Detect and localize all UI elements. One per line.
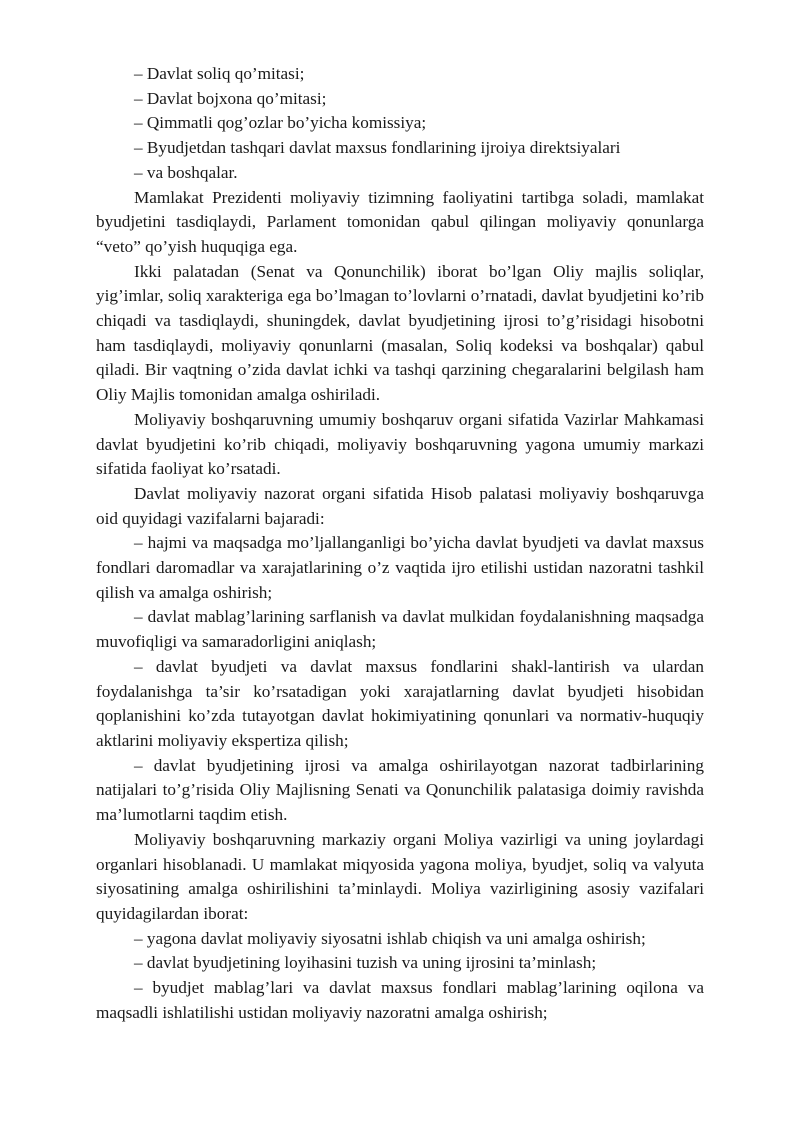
list-item-efficiency: – davlat mablag’larining sarflanish va davlat mulkidan foydalanishning maqsadga muvofiqligi va samaradorligini aniqlash; [96, 607, 704, 652]
list-item-financial-policy: – yagona davlat moliyaviy siyosatni ishlab chiqish va uni amalga oshirish; [134, 928, 646, 948]
list-item-reporting: – davlat byudjetining ijrosi va amalga oshirilayotgan nazorat tadbirlarining natijalari to’g’risida Oliy Majlisning Senati va Qonunchilik palatasiga doimiy ravishda ma’lumotlarni taqdim etish. [96, 755, 704, 825]
list-item-expertise: – davlat byudjeti va davlat maxsus fondlarini shakl-lantirish va ulardan foydalanishga ta’sir ko’rsatadigan yoki xarajatlarning davlat byudjeti hisobidan qoplanishini ko’zda tutayotgan davlat hokimiyatining qonunlari va normativ-huquqiy aktlarini moliyaviy ekspertiza qilish; [96, 656, 704, 750]
list-item-financial-control: – byudjet mablag’lari va davlat maxsus fondlari mablag’larining oqilona va maqsadli ishlatilishi ustidan moliyaviy nazoratni amalga oshirish; [96, 978, 704, 1022]
list-item-securities-commission: – Qimmatli qog’ozlar bo’yicha komissiya; [134, 113, 427, 133]
list-item-budget-draft: – davlat byudjetining loyihasini tuzish va uning ijrosini ta’minlash; [134, 953, 597, 973]
paragraph-president: Mamlakat Prezidenti moliyaviy tizimning faoliyatini tartibga soladi, mamlakat byudjetini tasdiqlaydi, Parlament tomonidan qabul qilingan moliyaviy qonunlarga “veto” qo’yish huquqiga ega. [96, 187, 704, 256]
paragraph-accounts-chamber: Davlat moliyaviy nazorat organi sifatida Hisob palatasi moliyaviy boshqaruvga oid quyidagi vazifalarni bajaradi: [96, 483, 704, 528]
list-item-customs-committee: – Davlat bojxona qo’mitasi; [134, 88, 327, 108]
paragraph-cabinet: Moliyaviy boshqaruvning umumiy boshqaruv organi sifatida Vazirlar Mahkamasi davlat byudjetini ko’rib chiqadi, moliyaviy boshqaruvning yagona umumiy markazi sifatida faoliyat ko’rsatadi. [96, 409, 704, 479]
document-page [96, 62, 704, 1025]
paragraph-ministry-of-finance: Moliyaviy boshqaruvning markaziy organi Moliya vazirligi va uning joylardagi organlari hisoblanadi. U mamlakat miqyosida yagona moliya, byudjet, soliq va valyuta siyosatining amalga oshirilishini ta’minlaydi. Moliya vazirligining asosiy vazifalari quyidagilardan iborat: [96, 829, 704, 923]
paragraph-oliy-majlis: Ikki palatadan (Senat va Qonunchilik) iborat bo’lgan Oliy majlis soliqlar, yig’imlar, soliq xarakteriga ega bo’lmagan to’lovlarni o’rnatadi, davlat byudjetini ko’rib chiqadi va tasdiqlaydi, shuningdek, davlat byudjetining ijrosi to’g’risidagi hisobotni ham tasdiqlaydi, moliyaviy qonunlarni (masalan, Soliq kodeksi va boshqalar) qabul qiladi. Bir vaqtning o’zida davlat ichki va tashqi qarzining chegaralarini belgilash ham Oliy Majlis tomonidan amalga oshiriladi. [96, 261, 704, 405]
list-item-budget-control: – hajmi va maqsadga mo’ljallanganligi bo’yicha davlat byudjeti va davlat maxsus fondlari daromadlar va xarajatlarining o’z vaqtida ijro etilishi ustidan nazoratni tashkil qilish va amalga oshirish; [96, 533, 704, 602]
list-item-others: – va boshqalar. [134, 162, 238, 182]
list-item-tax-committee: – Davlat soliq qo’mitasi; [134, 64, 305, 83]
list-item-extrabudgetary-funds: – Byudjetdan tashqari davlat maxsus fondlarining ijroiya direktsiyalari [134, 138, 621, 158]
